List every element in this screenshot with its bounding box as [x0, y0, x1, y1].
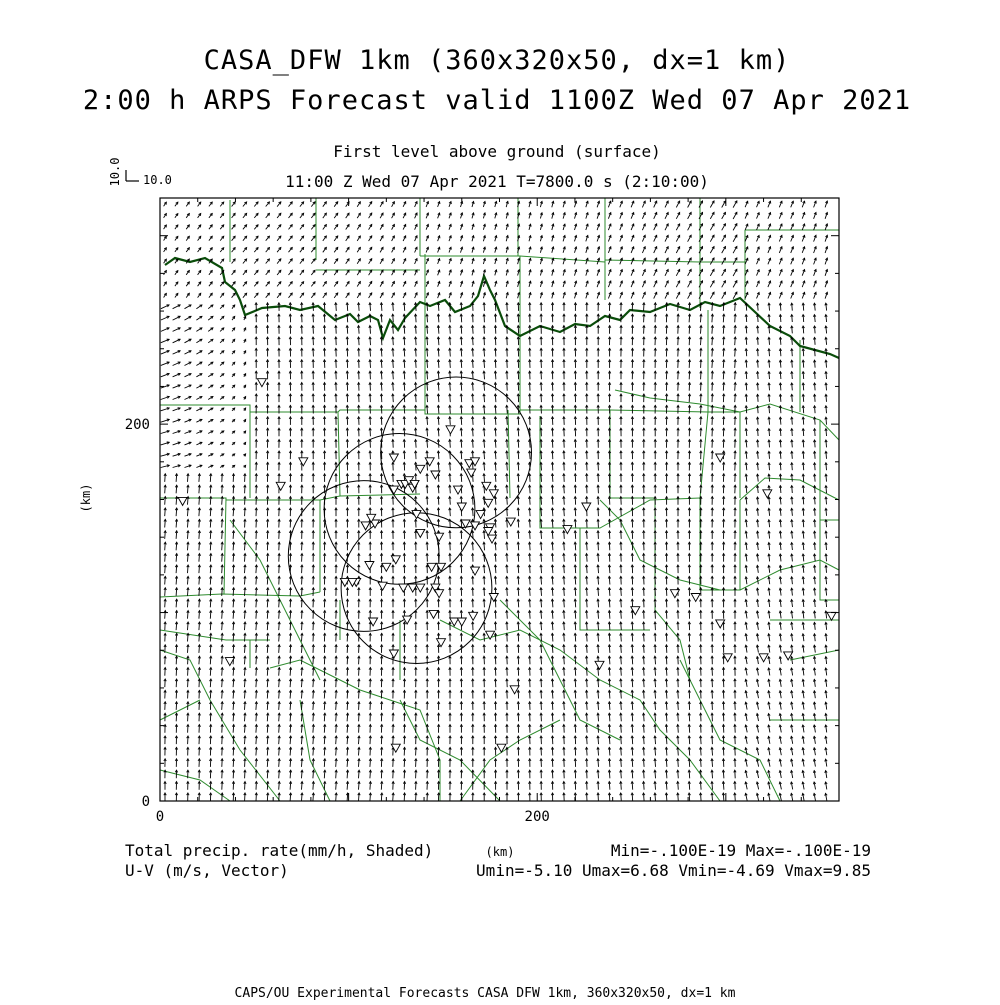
time-label: 11:00 Z Wed 07 Apr 2021 T=7800.0 s (2:10:00) [285, 172, 709, 191]
level-label: First level above ground (surface) [333, 142, 661, 161]
reference-vector-vertical-label: 10.0 [108, 158, 122, 187]
reference-vector-horizontal-label: 10.0 [143, 173, 172, 187]
reference-vector [108, 158, 172, 187]
chart-title-line1: CASA_DFW 1km (360x320x50, dx=1 km) [204, 45, 791, 76]
plot-area [160, 198, 839, 801]
chart-title-line2: 2:00 h ARPS Forecast valid 1100Z Wed 07 Apr 2021 [83, 85, 911, 116]
